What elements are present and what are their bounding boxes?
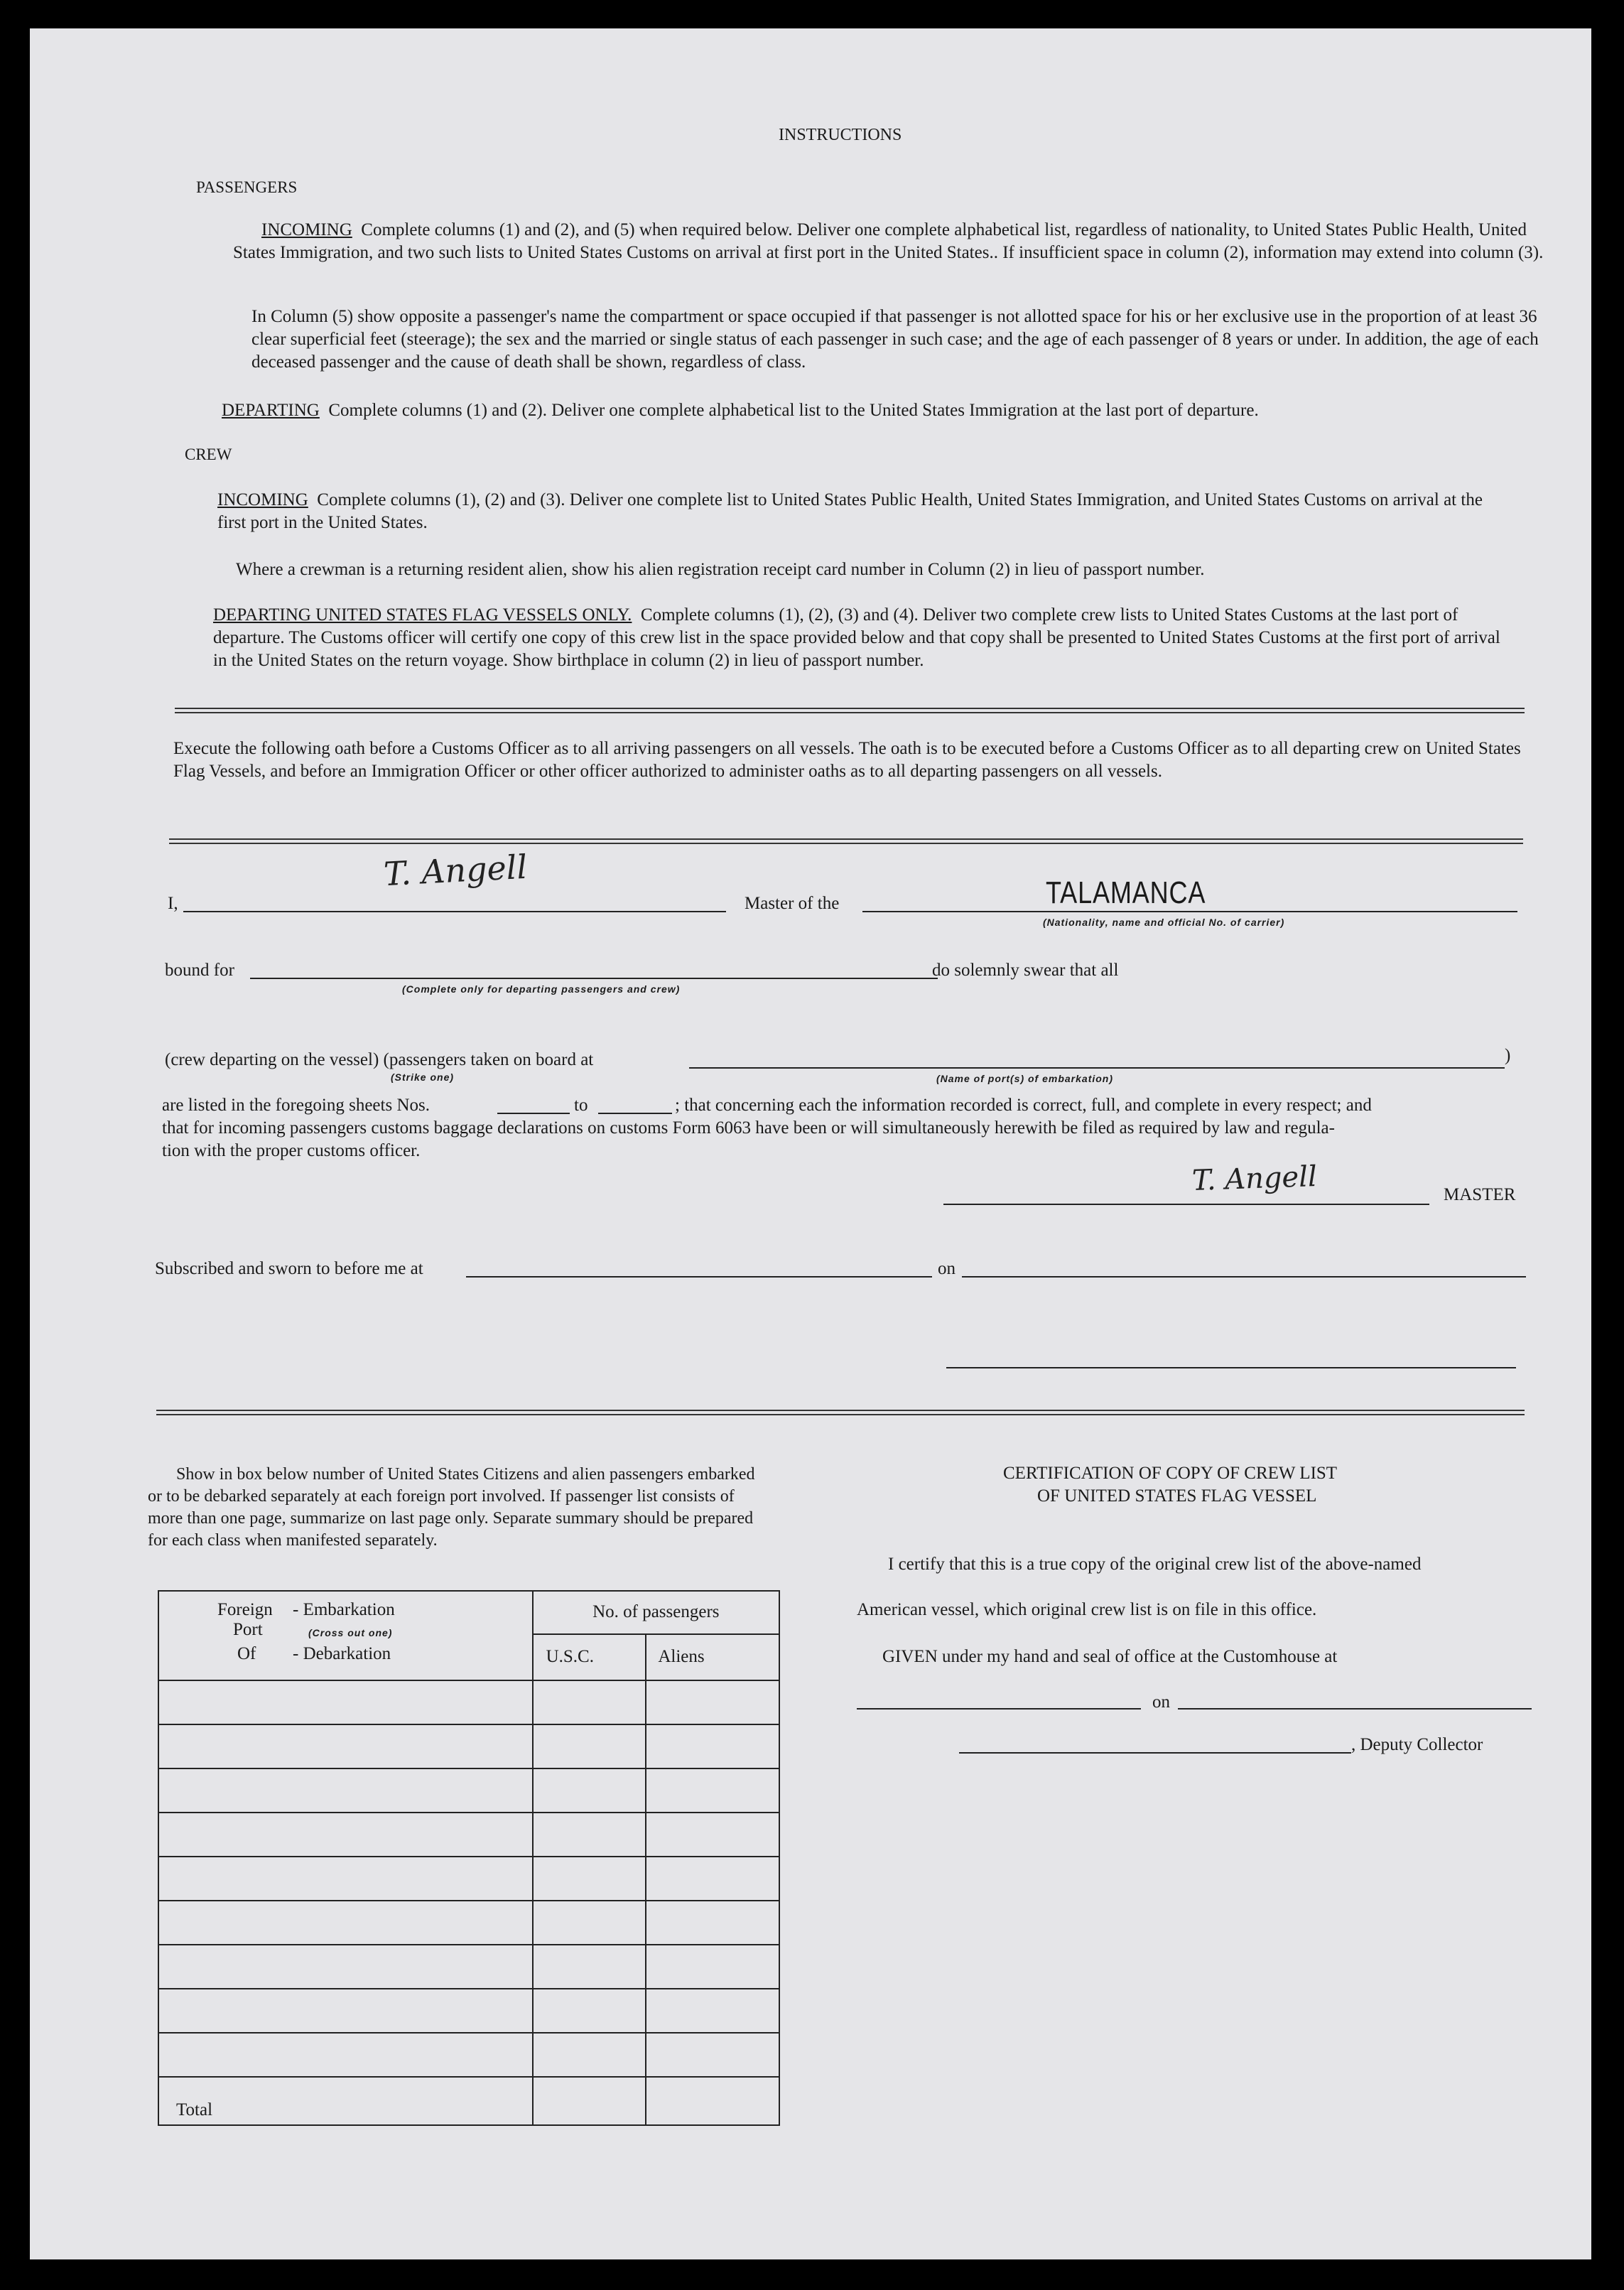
table-row bbox=[158, 1813, 779, 1857]
passenger-summary-table bbox=[158, 1590, 780, 2126]
passengers-heading: PASSENGERS bbox=[196, 178, 298, 196]
customhouse-line bbox=[857, 1708, 1141, 1710]
crew-departing-label: DEPARTING UNITED STATES FLAG VESSELS ONLY. bbox=[213, 605, 632, 625]
vessel-line bbox=[862, 911, 1517, 912]
incoming-text: Complete columns (1) and (2), and (5) when required below. Deliver one complete alphabetical list, regardless of nationality, to United States Public Health, United States Immigration, and two such lists to United States Customs on arrival at first port in the United States.. If insufficient space in column (2), information may extend into column (3). bbox=[233, 220, 1544, 262]
col-usc: U.S.C. bbox=[546, 1647, 594, 1667]
port-header-cell bbox=[158, 1591, 533, 1680]
departing-label: DEPARTING bbox=[222, 401, 320, 420]
deputy-signature-line bbox=[959, 1752, 1351, 1754]
document-page bbox=[30, 28, 1591, 2259]
listed-text-4: tion with the proper customs officer. bbox=[162, 1141, 421, 1160]
subscribed-place-line bbox=[466, 1276, 932, 1278]
oath-i-label: I, bbox=[168, 894, 178, 913]
subscribed-date-line bbox=[962, 1276, 1526, 1278]
total-label: Total bbox=[176, 2100, 213, 2119]
deputy-collector-label: , Deputy Collector bbox=[1351, 1735, 1483, 1754]
listed-text-3: that for incoming passengers customs baggage declarations on customs Form 6063 have been or will simultaneously herewith be filed as required by law and regula- bbox=[162, 1118, 1335, 1138]
table-row bbox=[158, 1901, 779, 1945]
certify-line-2: American vessel, which original crew list is on file in this office. bbox=[857, 1600, 1317, 1619]
col-embarkation: - Embarkation bbox=[293, 1600, 395, 1619]
col-of: Of bbox=[237, 1644, 256, 1663]
col-cross-out: (Cross out one) bbox=[308, 1627, 393, 1638]
instructions-title: INSTRUCTIONS bbox=[779, 126, 902, 144]
certification-title-1: CERTIFICATION OF COPY OF CREW LIST bbox=[1003, 1464, 1338, 1483]
certify-on-label: on bbox=[1152, 1692, 1170, 1712]
col-debarkation: - Debarkation bbox=[293, 1644, 391, 1663]
table-row bbox=[158, 1989, 779, 2033]
departing-text: Complete columns (1) and (2). Deliver one complete alphabetical list to the United States Immigration at the last port of departure. bbox=[328, 401, 1259, 420]
master-signature: T. Angell bbox=[1191, 1160, 1318, 1198]
total-row bbox=[158, 2077, 779, 2125]
destination-line bbox=[250, 978, 938, 979]
signature-line bbox=[183, 911, 726, 912]
bound-caption: (Complete only for departing passengers and crew) bbox=[402, 983, 681, 995]
table-row bbox=[158, 2033, 779, 2077]
passengers-incoming-paragraph bbox=[233, 219, 1569, 264]
oath-note: Execute the following oath before a Customs Officer as to all arriving passengers on all vessels. The oath is to be executed before a Customs Officer as to all departing crew on United States Flag Vessels, and before an Immigration Officer or other officer authorized to administer oaths as to all departing passengers on all vessels. bbox=[173, 739, 1521, 781]
master-of-label: Master of the bbox=[745, 894, 840, 913]
table-row bbox=[158, 1945, 779, 1989]
crew-resident-paragraph: Where a crewman is a returning resident alien, show his alien registration receipt card number in Column (2) in lieu of passport number. bbox=[236, 560, 1205, 579]
listed-text-1: are listed in the foregoing sheets Nos. bbox=[162, 1096, 430, 1115]
col-foreign: Foreign bbox=[217, 1600, 273, 1619]
passengers-departing-paragraph bbox=[222, 399, 1571, 422]
master-signature-top: T. Angell bbox=[382, 847, 529, 894]
table-row bbox=[158, 1680, 779, 1724]
section-divider bbox=[175, 708, 1525, 713]
master-label: MASTER bbox=[1444, 1185, 1516, 1204]
sheet-from-line bbox=[497, 1113, 570, 1114]
vessel-caption: (Nationality, name and official No. of carrier) bbox=[1043, 917, 1285, 928]
crew-incoming-text: Complete columns (1), (2) and (3). Deliver one complete list to United States Public Health, United States Immigration, and United States Customs on arrival at the first port in the United States. bbox=[217, 490, 1483, 532]
crew-departing-text: Complete columns (1), (2), (3) and (4). Deliver two complete crew lists to United States Customs at the last port of departure. The Customs officer will certify one copy of this crew list in the space provided below and that copy shall be presented to United States Customs at the first port of arrival in the United States on the return voyage. Show birthplace in column (2) in lieu of passport number. bbox=[213, 605, 1500, 670]
table-row bbox=[158, 1857, 779, 1901]
certify-line-3: GIVEN under my hand and seal of office at the Customhouse at bbox=[882, 1647, 1338, 1666]
crew-heading: CREW bbox=[185, 445, 232, 463]
col-passengers: No. of passengers bbox=[592, 1602, 720, 1622]
col-aliens: Aliens bbox=[658, 1647, 705, 1667]
col-port: Port bbox=[233, 1620, 263, 1639]
subscribed-on-label: on bbox=[938, 1259, 956, 1278]
incoming-label: INCOMING bbox=[261, 220, 352, 239]
bound-for-label: bound for bbox=[165, 961, 234, 980]
crew-departing-text: (crew departing on the vessel) (passengers taken on board at bbox=[165, 1050, 594, 1069]
usc-header-cell bbox=[533, 1634, 646, 1680]
port-caption: (Name of port(s) of embarkation) bbox=[936, 1073, 1114, 1084]
section-divider bbox=[169, 838, 1523, 844]
subscribed-label: Subscribed and sworn to before me at bbox=[155, 1259, 423, 1278]
crew-departing-paragraph bbox=[213, 604, 1513, 672]
master-signature-line bbox=[943, 1204, 1429, 1205]
aliens-header-cell bbox=[646, 1634, 779, 1680]
vessel-name: TALAMANCA bbox=[1046, 875, 1206, 910]
listed-text-2: ; that concerning each the information recorded is correct, full, and complete in every respect; and bbox=[675, 1096, 1372, 1115]
sheet-to-line bbox=[598, 1113, 672, 1114]
certify-date-line bbox=[1178, 1708, 1532, 1710]
embarkation-line bbox=[689, 1067, 1505, 1069]
column5-paragraph: In Column (5) show opposite a passenger's name the compartment or space occupied if that passenger is not allotted space for his or her exclusive use in the proportion of at least 36 clear superficial feet (steerage); the sex and the married or single status of each passenger in such case; and the age of each passenger of 8 years or under. In addition, the age of each deceased passenger and the cause of death shall be shown, regardless of class. bbox=[251, 307, 1539, 372]
crew-incoming-paragraph bbox=[217, 489, 1510, 534]
summary-note: Show in box below number of United States Citizens and alien passengers embarked or to be debarked separately at each foreign port involved. If passenger list consists of more than one page, summarize on last page only. Separate summary should be prepared for each class when manifested separately. bbox=[148, 1465, 755, 1550]
table-row bbox=[158, 1768, 779, 1813]
officer-signature-line bbox=[946, 1367, 1516, 1368]
listed-to: to bbox=[574, 1096, 588, 1115]
certification-title-2: OF UNITED STATES FLAG VESSEL bbox=[1037, 1486, 1317, 1506]
passengers-header-cell bbox=[533, 1591, 779, 1634]
table-row bbox=[158, 1724, 779, 1768]
close-paren: ) bbox=[1505, 1046, 1511, 1065]
crew-incoming-label: INCOMING bbox=[217, 490, 308, 509]
strike-caption: (Strike one) bbox=[391, 1071, 455, 1083]
swear-text: do solemnly swear that all bbox=[932, 961, 1119, 980]
certify-line-1: I certify that this is a true copy of the original crew list of the above-named bbox=[888, 1555, 1422, 1574]
section-divider bbox=[156, 1410, 1525, 1415]
